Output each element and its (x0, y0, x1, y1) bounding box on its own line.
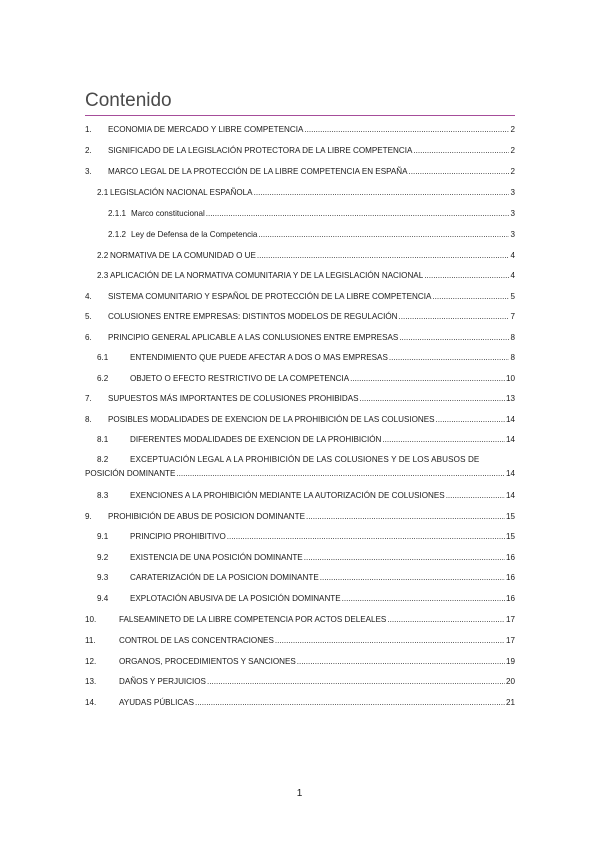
toc-leader (304, 124, 509, 135)
toc-entry-title: Marco constitucional (131, 209, 205, 218)
toc-entry-page: 20 (505, 677, 515, 686)
toc-entry[interactable] (85, 414, 515, 425)
toc-leader (389, 352, 510, 363)
toc-entry[interactable] (85, 145, 515, 156)
toc-entry-title: SUPUESTOS MÁS IMPORTANTES DE COLUSIONES PROHIBIDAS (108, 394, 359, 403)
toc-entry-title: MARCO LEGAL DE LA PROTECCIÓN DE LA LIBRE COMPETENCIA EN ESPAÑA (108, 167, 408, 176)
toc-entry[interactable] (108, 229, 515, 240)
toc-entry[interactable] (108, 208, 515, 219)
toc-entry-page: 8 (510, 333, 515, 342)
toc-leader (399, 332, 509, 343)
toc-leader (398, 311, 509, 322)
toc-leader (207, 676, 505, 687)
toc-entry-page: 14 (505, 469, 515, 478)
toc-leader (350, 373, 505, 384)
toc-entry-number: 2.2 (97, 251, 109, 260)
toc-entry[interactable] (97, 490, 515, 501)
toc-entry-number: 2.3 (97, 271, 109, 280)
toc-entry-number: 13. (85, 677, 97, 686)
toc-entry-number: 1. (85, 125, 92, 134)
toc-entry-number: 8.2 (97, 455, 109, 464)
toc-entry-number: 9.4 (97, 594, 109, 603)
toc-leader (342, 593, 505, 604)
toc-entry-title: PROHIBICIÓN DE ABUS DE POSICION DOMINANTE (108, 512, 305, 521)
toc-entry-number: 9.2 (97, 553, 109, 562)
toc-leader (227, 531, 505, 542)
toc-entry-page: 4 (510, 271, 515, 280)
toc-entry-page: 16 (505, 573, 515, 582)
toc-entry-number: 10. (85, 615, 97, 624)
toc-leader (297, 656, 505, 667)
toc-leader (446, 490, 505, 501)
toc-entry-page: 17 (505, 636, 515, 645)
toc-entry[interactable] (85, 291, 515, 302)
toc-entry-page: 3 (510, 188, 515, 197)
toc-entry-title: CONTROL DE LAS CONCENTRACIONES (119, 636, 274, 645)
toc-entry-number: 6.1 (97, 353, 109, 362)
toc-entry[interactable] (97, 250, 515, 261)
toc-entry[interactable] (97, 593, 515, 604)
toc-entry[interactable] (85, 635, 515, 646)
toc-entry[interactable] (97, 352, 515, 363)
toc-entry-page: 13 (505, 394, 515, 403)
toc-entry[interactable] (85, 166, 515, 177)
toc-leader (306, 511, 505, 522)
toc-entry-number: 14. (85, 698, 97, 707)
toc-entry[interactable] (97, 187, 515, 198)
toc-entry-page: 8 (510, 353, 515, 362)
toc-entry-title: APLICACIÓN DE LA NORMATIVA COMUNITARIA Y DE LA LEGISLACIÓN NACIONAL (110, 271, 424, 280)
toc-entry[interactable] (97, 434, 515, 445)
page-number: 1 (296, 788, 303, 799)
toc-leader (320, 572, 505, 583)
toc-entry[interactable] (97, 552, 515, 563)
toc-entry-page: 16 (505, 553, 515, 562)
toc-entry-number: 6. (85, 333, 92, 342)
toc-entry[interactable] (85, 511, 515, 522)
toc-entry-number: 8.1 (97, 435, 109, 444)
toc-entry-number: 9.1 (97, 532, 109, 541)
toc-entry-page: 4 (510, 251, 515, 260)
toc-entry-number: 8. (85, 415, 92, 424)
toc-entry-second-line (85, 468, 515, 479)
toc-leader (360, 393, 505, 404)
toc-entry-number: 2. (85, 146, 92, 155)
toc-entry-page: 15 (505, 512, 515, 521)
toc-entry[interactable] (85, 124, 515, 135)
toc-entry-title: PRINCIPIO GENERAL APLICABLE A LAS CONLUSIONES ENTRE EMPRESAS (108, 333, 399, 342)
toc-entry-number: 2.1.2 (108, 230, 127, 239)
toc-entry[interactable] (97, 572, 515, 583)
toc-entry-page: 3 (510, 209, 515, 218)
toc-entry-title: EXENCIONES A LA PROHIBICIÓN MEDIANTE LA AUTORIZACIÓN DE COLUSIONES (130, 491, 445, 500)
toc-entry-number: 9. (85, 512, 92, 521)
toc-entry-number: 6.2 (97, 374, 109, 383)
toc-entry-title: COLUSIONES ENTRE EMPRESAS: DISTINTOS MODELOS DE REGULACIÓN (108, 312, 398, 321)
toc-entry-page: 21 (505, 698, 515, 707)
toc-entry-page: 3 (510, 230, 515, 239)
toc-entry-title: DAÑOS Y PERJUICIOS (119, 677, 206, 686)
toc-entry-title: ORGANOS, PROCEDIMIENTOS Y SANCIONES (119, 657, 296, 666)
toc-leader (409, 166, 510, 177)
toc-entry[interactable] (85, 311, 515, 322)
toc-entry-title: DIFERENTES MODALIDADES DE EXENCION DE LA PROHIBICIÓN (130, 435, 382, 444)
toc-leader (382, 434, 505, 445)
toc-entry-title: EXPLOTACIÓN ABUSIVA DE LA POSICIÓN DOMINANTE (130, 594, 341, 603)
toc-heading: Contenido (85, 90, 172, 111)
toc-leader (258, 229, 509, 240)
toc-entry-page: 7 (510, 312, 515, 321)
toc-entry-title: AYUDAS PÚBLICAS (119, 698, 194, 707)
toc-entry-title: PRINCIPIO PROHIBITIVO (130, 532, 226, 541)
toc-entry-page: 16 (505, 594, 515, 603)
toc-leader (304, 552, 505, 563)
toc-entry-page: 2 (510, 167, 515, 176)
toc-entry-page: 14 (505, 491, 515, 500)
toc-entry-title: CARATERIZACIÓN DE LA POSICION DOMINANTE (130, 573, 319, 582)
toc-entry[interactable] (97, 270, 515, 281)
toc-leader (257, 250, 510, 261)
toc-entry-title: POSIBLES MODALIDADES DE EXENCION DE LA PROHIBICIÓN DE LAS COLUSIONES (108, 415, 435, 424)
toc-entry-page: 17 (505, 615, 515, 624)
toc-entry-page: 2 (510, 125, 515, 134)
toc-entry[interactable] (85, 393, 515, 404)
toc-entry-title: EXISTENCIA DE UNA POSICIÓN DOMINANTE (130, 553, 303, 562)
toc-entry-number: 5. (85, 312, 92, 321)
toc-entry-title: SIGNIFICADO DE LA LEGISLACIÓN PROTECTORA DE LA LIBRE COMPETENCIA (108, 146, 413, 155)
toc-leader (432, 291, 509, 302)
toc-entry-page: 14 (505, 435, 515, 444)
toc-entry-page: 10 (505, 374, 515, 383)
toc-entry[interactable] (85, 332, 515, 343)
toc-entry-page: 5 (510, 292, 515, 301)
toc-entry-title-line1: EXCEPTUACIÓN LEGAL A LA PROHIBICIÓN DE LAS COLUSIONES Y DE LOS ABUSOS DE (130, 455, 480, 464)
toc-leader (436, 414, 505, 425)
toc-entry-number: 3. (85, 167, 92, 176)
toc-entry-number: 8.3 (97, 491, 109, 500)
toc-leader (275, 635, 505, 646)
toc-entry-wrapped[interactable] (85, 454, 515, 478)
toc-leader (387, 614, 505, 625)
toc-entry-first-line (97, 454, 515, 465)
toc-entry-number: 12. (85, 657, 97, 666)
toc-entry-title: SISTEMA COMUNITARIO Y ESPAÑOL DE PROTECCIÓN DE LA LIBRE COMPETENCIA (108, 292, 432, 301)
toc-entry-page: 2 (510, 146, 515, 155)
toc-entry-number: 2.1 (97, 188, 109, 197)
toc-leader (195, 697, 505, 708)
toc-entry-number: 4. (85, 292, 92, 301)
toc-entry-title: LEGISLACIÓN NACIONAL ESPAÑOLA (110, 188, 253, 197)
toc-entry-page: 15 (505, 532, 515, 541)
toc-entry-title: FALSEAMINETO DE LA LIBRE COMPETENCIA POR ACTOS DELEALES (119, 615, 387, 624)
toc-leader (413, 145, 509, 156)
toc-entry-title: Ley de Defensa de la Competencia (131, 230, 258, 239)
toc-leader (254, 187, 510, 198)
toc-entry-title-line2: POSICIÓN DOMINANTE (85, 469, 176, 478)
toc-entry-page: 19 (505, 657, 515, 666)
toc-entry[interactable] (97, 531, 515, 542)
toc-leader (424, 270, 509, 281)
toc-leader (176, 468, 505, 479)
toc-entry[interactable] (85, 656, 515, 667)
toc-entry[interactable] (85, 614, 515, 625)
toc-entry-title: NORMATIVA DE LA COMUNIDAD O UE (110, 251, 256, 260)
toc-leader (206, 208, 510, 219)
toc-entry-number: 9.3 (97, 573, 109, 582)
toc-entry-page: 14 (505, 415, 515, 424)
toc-entry[interactable] (97, 373, 515, 384)
toc-entry-number: 2.1.1 (108, 209, 127, 218)
toc-entry-title: OBJETO O EFECTO RESTRICTIVO DE LA COMPETENCIA (130, 374, 350, 383)
toc-entry-title: ENTENDIMIENTO QUE PUEDE AFECTAR A DOS O MAS EMPRESAS (130, 353, 388, 362)
toc-entry-number: 11. (85, 636, 96, 645)
toc-entry[interactable] (85, 697, 515, 708)
toc-entry-title: ECONOMIA DE MERCADO Y LIBRE COMPETENCIA (108, 125, 304, 134)
toc-entry-number: 7. (85, 394, 92, 403)
toc-entry[interactable] (85, 676, 515, 687)
